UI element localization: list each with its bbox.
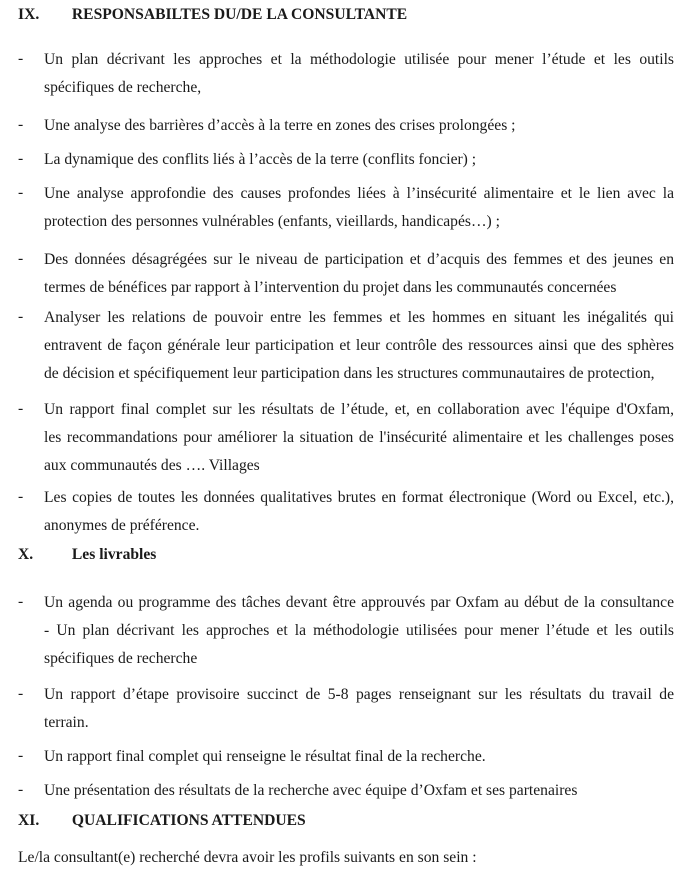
bullet-dash: - [18,747,24,764]
list-item-line: Les copies de toutes les données qualitatives brutes en format électronique (Word ou Excel, etc.), [44,489,674,506]
section-xi-heading [18,812,306,830]
bullet-dash: - [18,685,24,702]
list-item [44,396,674,480]
list-item-line: de décision et spécifiquement leur participation dans les structures communautaires de protection, [44,365,655,382]
bullet-dash: - [18,250,24,267]
list-item-line: Un agenda ou programme des tâches devant être approuvés par Oxfam au début de la consultance [44,594,674,611]
list-item [44,112,674,140]
list-item-line: La dynamique des conflits liés à l’accès de la terre (conflits foncier) ; [44,151,477,168]
list-item-line: - Un plan décrivant les approches et la méthodologie utilisées pour mener l’étude et les outils [44,622,674,639]
list-item-line: spécifiques de recherche, [44,79,202,96]
section-ix-heading [18,6,407,24]
section-xi-title: QUALIFICATIONS ATTENDUES [71,812,306,829]
list-item [44,304,674,388]
list-item-line: Une analyse des barrières d’accès à la terre en zones des crises prolongées ; [44,117,516,134]
list-item [44,589,674,673]
list-item-line: Analyser les relations de pouvoir entre les femmes et les hommes en situant les inégalités qui [44,309,674,326]
list-item [44,146,674,174]
bullet-dash: - [18,50,24,67]
section-xi-intro: Le/la consultant(e) recherché devra avoir les profils suivants en son sein : [18,849,477,866]
list-item-line: termes de bénéfices par rapport à l’intervention du projet dans les communautés concernées [44,279,617,296]
bullet-dash: - [18,488,24,505]
list-item [44,484,674,540]
list-item-line: Un rapport final complet sur les résultats de l’étude, et, en collaboration avec l'équipe d'Oxfam, [44,401,674,418]
list-item-line: aux communautés des …. Villages [44,457,260,474]
list-item-line: protection des personnes vulnérables (enfants, vieillards, handicapés…) ; [44,213,500,230]
section-ix-number: IX. [18,6,40,23]
list-item-line: anonymes de préférence. [44,517,200,534]
list-item [44,681,674,737]
list-item [44,246,674,302]
bullet-dash: - [18,593,24,610]
section-x-heading [18,546,156,564]
bullet-dash: - [18,150,24,167]
list-item [44,46,674,102]
list-item [44,180,674,236]
list-item-line: Une présentation des résultats de la recherche avec équipe d’Oxfam et ses partenaires [44,782,578,799]
bullet-dash: - [18,184,24,201]
list-item-line: Un rapport d’étape provisoire succinct de 5-8 pages renseignant sur les résultats du travail de [44,686,674,703]
list-item-line: Une analyse approfondie des causes profondes liées à l’insécurité alimentaire et le lien avec la [44,185,674,202]
section-xi-number: XI. [18,812,40,829]
section-ix-title: RESPONSABILTES DU/DE LA CONSULTANTE [71,6,408,23]
list-item-line: Des données désagrégées sur le niveau de participation et d’acquis des femmes et des jeunes en [44,251,674,268]
list-item-line: Un rapport final complet qui renseigne le résultat final de la recherche. [44,748,486,765]
list-item-line: entravent de façon générale leur participation et leur contrôle des ressources ainsi que des sphères [44,337,674,354]
bullet-dash: - [18,308,24,325]
bullet-dash: - [18,116,24,133]
list-item [44,777,674,805]
bullet-dash: - [18,781,24,798]
list-item-line: les recommandations pour améliorer la situation de l'insécurité alimentaire et les challenges poses [44,429,674,446]
section-x-number: X. [18,546,34,563]
section-x-title: Les livrables [71,546,157,563]
list-item-line: terrain. [44,714,89,731]
list-item-line: Un plan décrivant les approches et la méthodologie utilisée pour mener l’étude et les outils [44,51,674,68]
list-item [44,743,674,771]
list-item-line: spécifiques de recherche [44,650,198,667]
bullet-dash: - [18,400,24,417]
